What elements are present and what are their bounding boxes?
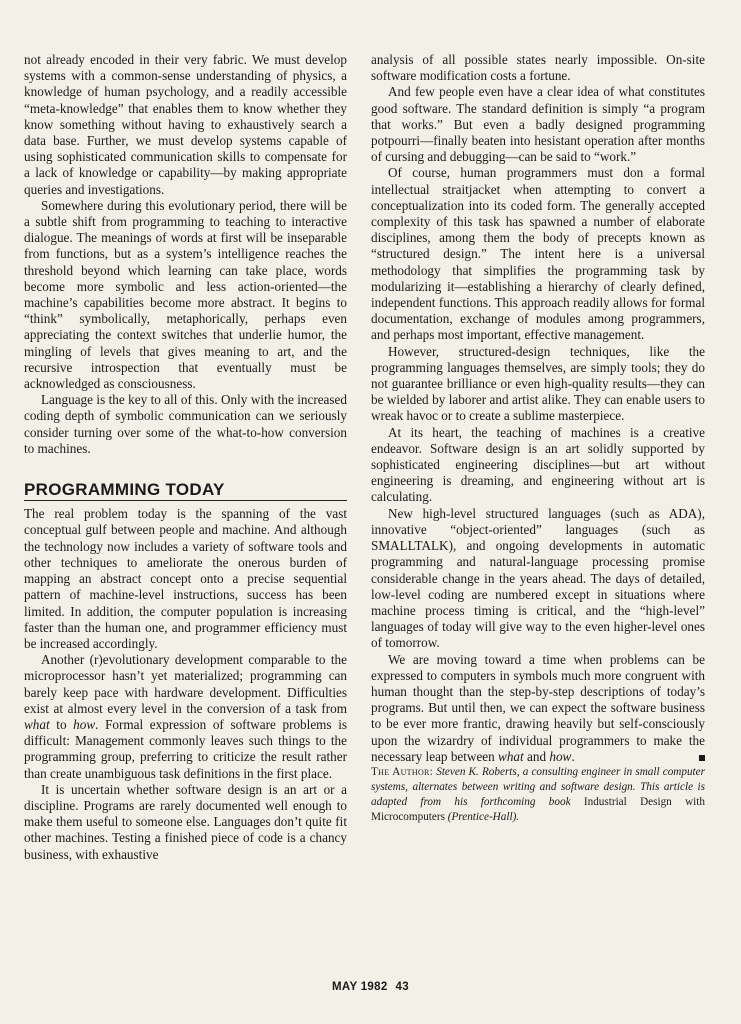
page-number: 43 (395, 981, 409, 993)
paragraph: The real problem today is the spanning of the vast conceptual gulf between people and machine. And although the technology now includes a variety of software tools and other techniques to ameliorate the onerous burden of mapping an abstract concept onto a precise sequential pattern of machine-level instructions, success has been limited. In addition, the computer population is increasing faster than the human one, and programmer efficiency must be increased accordingly. (24, 506, 347, 651)
book-title: Industrial Design with Microcomputers (371, 795, 705, 823)
paragraph: not already encoded in their very fabric. We must develop systems with a common-sense understanding of physics, a knowledge of human psychology, and a readily accessible “meta-knowledge” that enables them to know whether they know something without having to exhaustively search a data base. Further, we must develop systems capable of using sophisticated communication skills to compensate for a lack of knowledge or capability—by making appropriate queries and investigations. (24, 52, 347, 197)
emphasis: how (73, 716, 96, 732)
paragraph: Of course, human programmers must don a formal intellectual straitjacket when attempting to convert a conceptualization into its coded form. The generally accepted complexity of this task has spawned a number of elaborate disciplines, among them the body of precepts known as “structured design.” The intent here is a universal methodology that simplifies the programming task by modularizing it—establishing a hierarchy of clearly defined, independent functions. This approach readily allows for formal documentation, exchange of modules among programmers, and perhaps most important, effective management. (371, 165, 705, 343)
end-mark (699, 755, 705, 761)
paragraph (371, 652, 705, 765)
issue-date: MAY 1982 (332, 981, 388, 993)
paragraph: analysis of all possible states nearly impossible. On-site software modification costs a fortune. (371, 52, 705, 84)
text-run: Another (r)evolutionary development comparable to the microprocessor hasn’t yet materialized; programming can barely keep pace with hardware development. Difficulties exist at almost every level in the conversion of a task from (24, 652, 347, 716)
paragraph: Somewhere during this evolutionary period, there will be a subtle shift from programming to teaching to interactive dialogue. The meanings of words at first will be inseparable from functions, but as a system’s intelligence reaches the threshold beyond which learning can take place, words become more symbolic and less action-oriented—the machine’s capabilities become more abstract. It begins to “think” symbolically, metaphorically, perhaps even appreciating the context switches that underlie humor, the mingling of levels that gives meaning to art, and the recursive introspection that eventually must be acknowledged as consciousness. (24, 197, 347, 392)
paragraph: However, structured-design techniques, like the programming languages themselves, are simply tools; they do not guarantee brilliance or even high-quality results—they can be wielded by laborer and artist alike. They can enable users to wreak havoc or to create a sublime masterpiece. (371, 343, 705, 424)
text-run: . Formal expression of software problems is difficult: Management commonly leaves such things to the programming group, preferring to criticize the result rather than create unambiguous task definitions in the first place. (24, 716, 347, 781)
paragraph: Language is the key to all of this. Only with the increased coding depth of symbolic communication can we seriously consider turning over some of the what-to-how conversion to machines. (24, 392, 347, 456)
paragraph: New high-level structured languages (such as ADA), innovative “object-oriented” languages (such as SMALLTALK), and ongoing developments in automatic programming and natural-language processing promise considerable change in the years ahead. The days of detailed, low-level coding are numbered except in situations where machine process timing is critical, and the “high-level” languages of today will give way to the even higher-level ones of tomorrow. (371, 505, 705, 651)
paragraph (24, 652, 347, 782)
emphasis: what (24, 716, 50, 732)
text-run: to (49, 716, 74, 732)
text-run: We are moving toward a time when problems can be expressed to computers in symbols much more congruent with human thought than the step-by-step descriptions of today’s programs. But until then, we can expect the software business to be ever more frantic, drawing heavily but self-consciously upon the wizardry of individual programmers to make the necessary leap between (371, 651, 705, 764)
author-label: The Author: (371, 765, 434, 778)
text-run: . (571, 748, 575, 764)
text-run: and (523, 748, 550, 764)
page-footer (0, 981, 741, 993)
author-text: (Prentice-Hall). (444, 810, 520, 823)
emphasis: what (498, 748, 524, 764)
right-column (371, 52, 705, 825)
author-text: Steven K. Roberts, a consulting engineer in small computer systems, alternates between writing and software design. This article is adapted from his forthcoming book (371, 765, 705, 808)
paragraph: At its heart, the teaching of machines is a creative endeavor. Software design is an art solidly supported by sophisticated engineering disciplines—but art without engineering is dreaming, and engineering without art is calculating. (371, 424, 705, 505)
paragraph: And few people even have a clear idea of what constitutes good software. The standard definition is simply “a program that works.” But even a badly designed programming potpourri—finally beaten into hesistant operation after months of cursing and debugging—can be said to “work.” (371, 84, 705, 165)
emphasis: how (549, 748, 572, 764)
paragraph: It is uncertain whether software design is an art or a discipline. Programs are rarely documented well enough to make them useful to someone else. Languages don’t quite fit other machines. Testing a finished piece of code is a chancy business, with exhaustive (24, 781, 347, 862)
left-column (24, 52, 347, 863)
author-note (371, 765, 705, 825)
section-heading: PROGRAMMING TODAY (24, 482, 347, 501)
